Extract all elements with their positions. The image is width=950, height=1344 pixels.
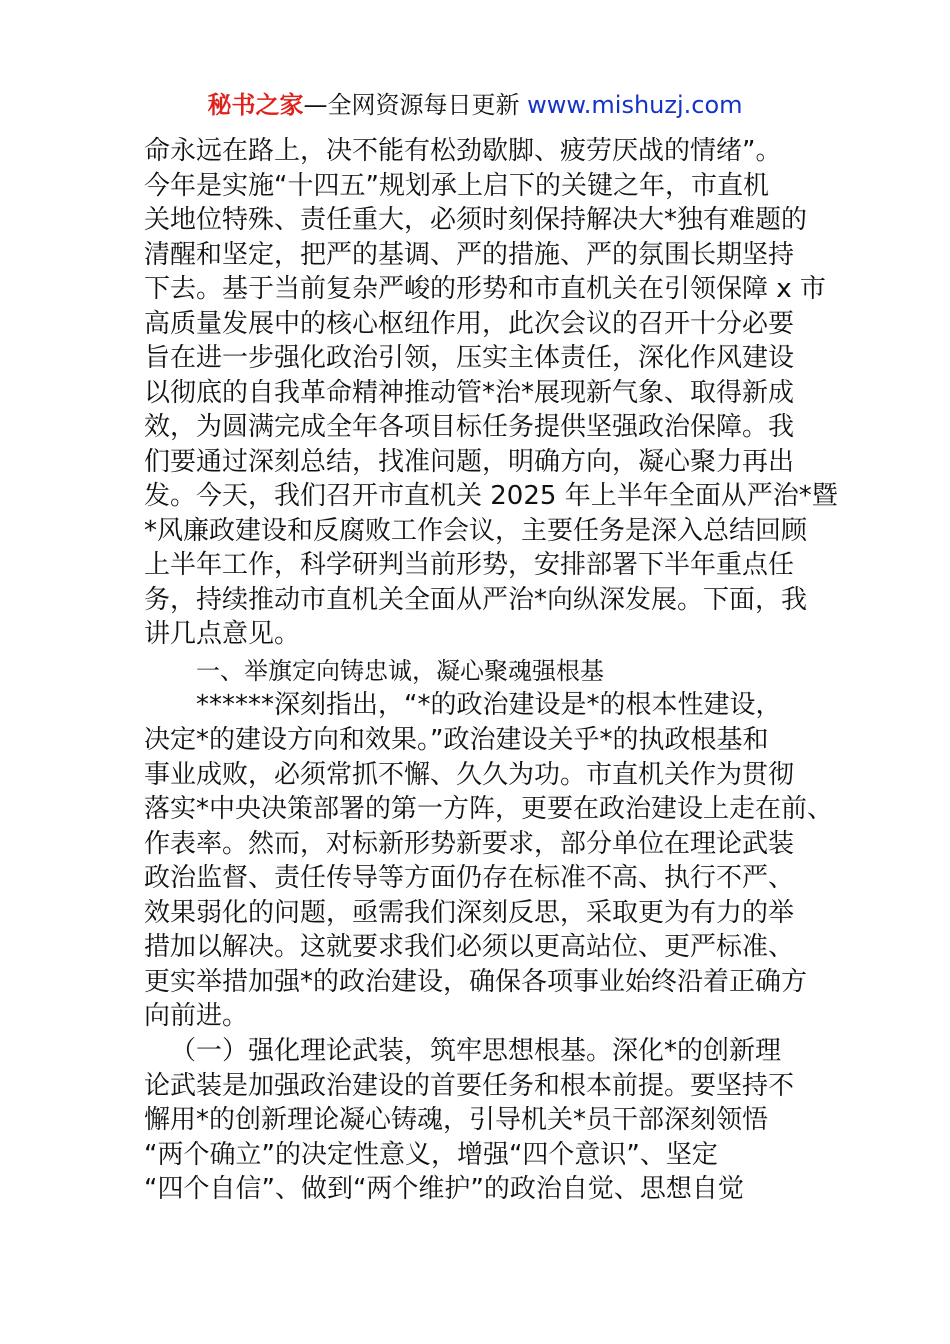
text-line: 政治监督、责任传导等方面仍存在标准不高、执行不严、 [144,863,795,893]
text-line: 清醒和坚定，把严的基调、严的措施、严的氛围长期坚持 [144,239,795,270]
text-line: 上半年工作，科学研判当前形势，安排部署下半年重点任 [144,550,795,580]
text-line: 下去。基于当前复杂严峻的形势和市直机关在引领保障 x 市 [144,274,826,304]
text-line: 关地位特殊、责任重大，必须时刻保持解决大*独有难题的 [144,205,808,235]
text-line: 高质量发展中的核心枢纽作用，此次会议的召开十分必要 [144,308,795,339]
text-line: 更实举措加强*的政治建设，确保各项事业始终沿着正确方 [144,966,808,997]
banner-tagline: —全网资源每日更新 [303,91,528,119]
text-line: 作表率。然而，对标新形势新要求，部分单位在理论武装 [144,828,795,859]
text-line: 措加以解决。这就要求我们必须以更高站位、更严标准、 [144,932,795,962]
text-line: 旨在进一步强化政治引领，压实主体责任，深化作风建设 [144,343,795,373]
text-line: 向前进。 [144,1001,249,1031]
text-line: “两个确立”的决定性意义，增强“四个意识”、坚定 [144,1139,718,1170]
text-line: 落实*中央决策部署的第一方阵，更要在政治建设上走在前、 [144,794,834,824]
text-line: ******深刻指出，“*的政治建设是*的根本性建设， [196,690,782,720]
text-line: *风廉政建设和反腐败工作会议，主要任务是深入总结回顾 [144,515,808,546]
site-url-link[interactable]: www.mishuzj.com [527,91,743,119]
text-line: 事业成败，必须常抓不懈、久久为功。市直机关作为贯彻 [144,759,795,790]
text-line: 决定*的建设方向和效果。”政治建设关乎*的执政根基和 [144,725,769,755]
text-line: 今年是实施“十四五”规划承上启下的关键之年，市直机 [144,170,769,201]
text-line: 发。今天，我们召开市直机关 2025 年上半年全面从严治*暨 [144,481,838,511]
text-line: 命永远在路上，决不能有松劲歇脚、疲劳厌战的情绪”。 [144,136,782,166]
text-line: 效，为圆满完成全年各项目标任务提供坚强政治保障。我 [144,412,795,442]
site-banner [0,88,950,122]
subsection-lead: （一）强化理论武装，筑牢思想根基。深化*的创新理 [170,1036,782,1066]
text-line: “四个自信”、做到“两个维护”的政治自觉、思想自觉 [144,1174,744,1204]
text-line: 效果弱化的问题，亟需我们深刻反思，采取更为有力的举 [144,897,795,928]
text-line: 懈用*的创新理论凝心铸魂，引导机关*员干部深刻领悟 [144,1105,769,1135]
text-line: 以彻底的自我革命精神推动管*治*展现新气象、取得新成 [144,377,795,408]
text-line: 务，持续推动市直机关全面从严治*向纵深发展。下面，我 [144,584,808,615]
text-line: 讲几点意见。 [144,619,301,649]
brand-name: 秘书之家 [207,91,304,119]
text-line: 们要通过深刻总结，找准问题，明确方向，凝心聚力再出 [144,446,795,477]
section-heading: 一、举旗定向铸忠诚，凝心聚魂强根基 [196,657,604,685]
text-line: 论武装是加强政治建设的首要任务和根本前提。要坚持不 [144,1070,795,1101]
